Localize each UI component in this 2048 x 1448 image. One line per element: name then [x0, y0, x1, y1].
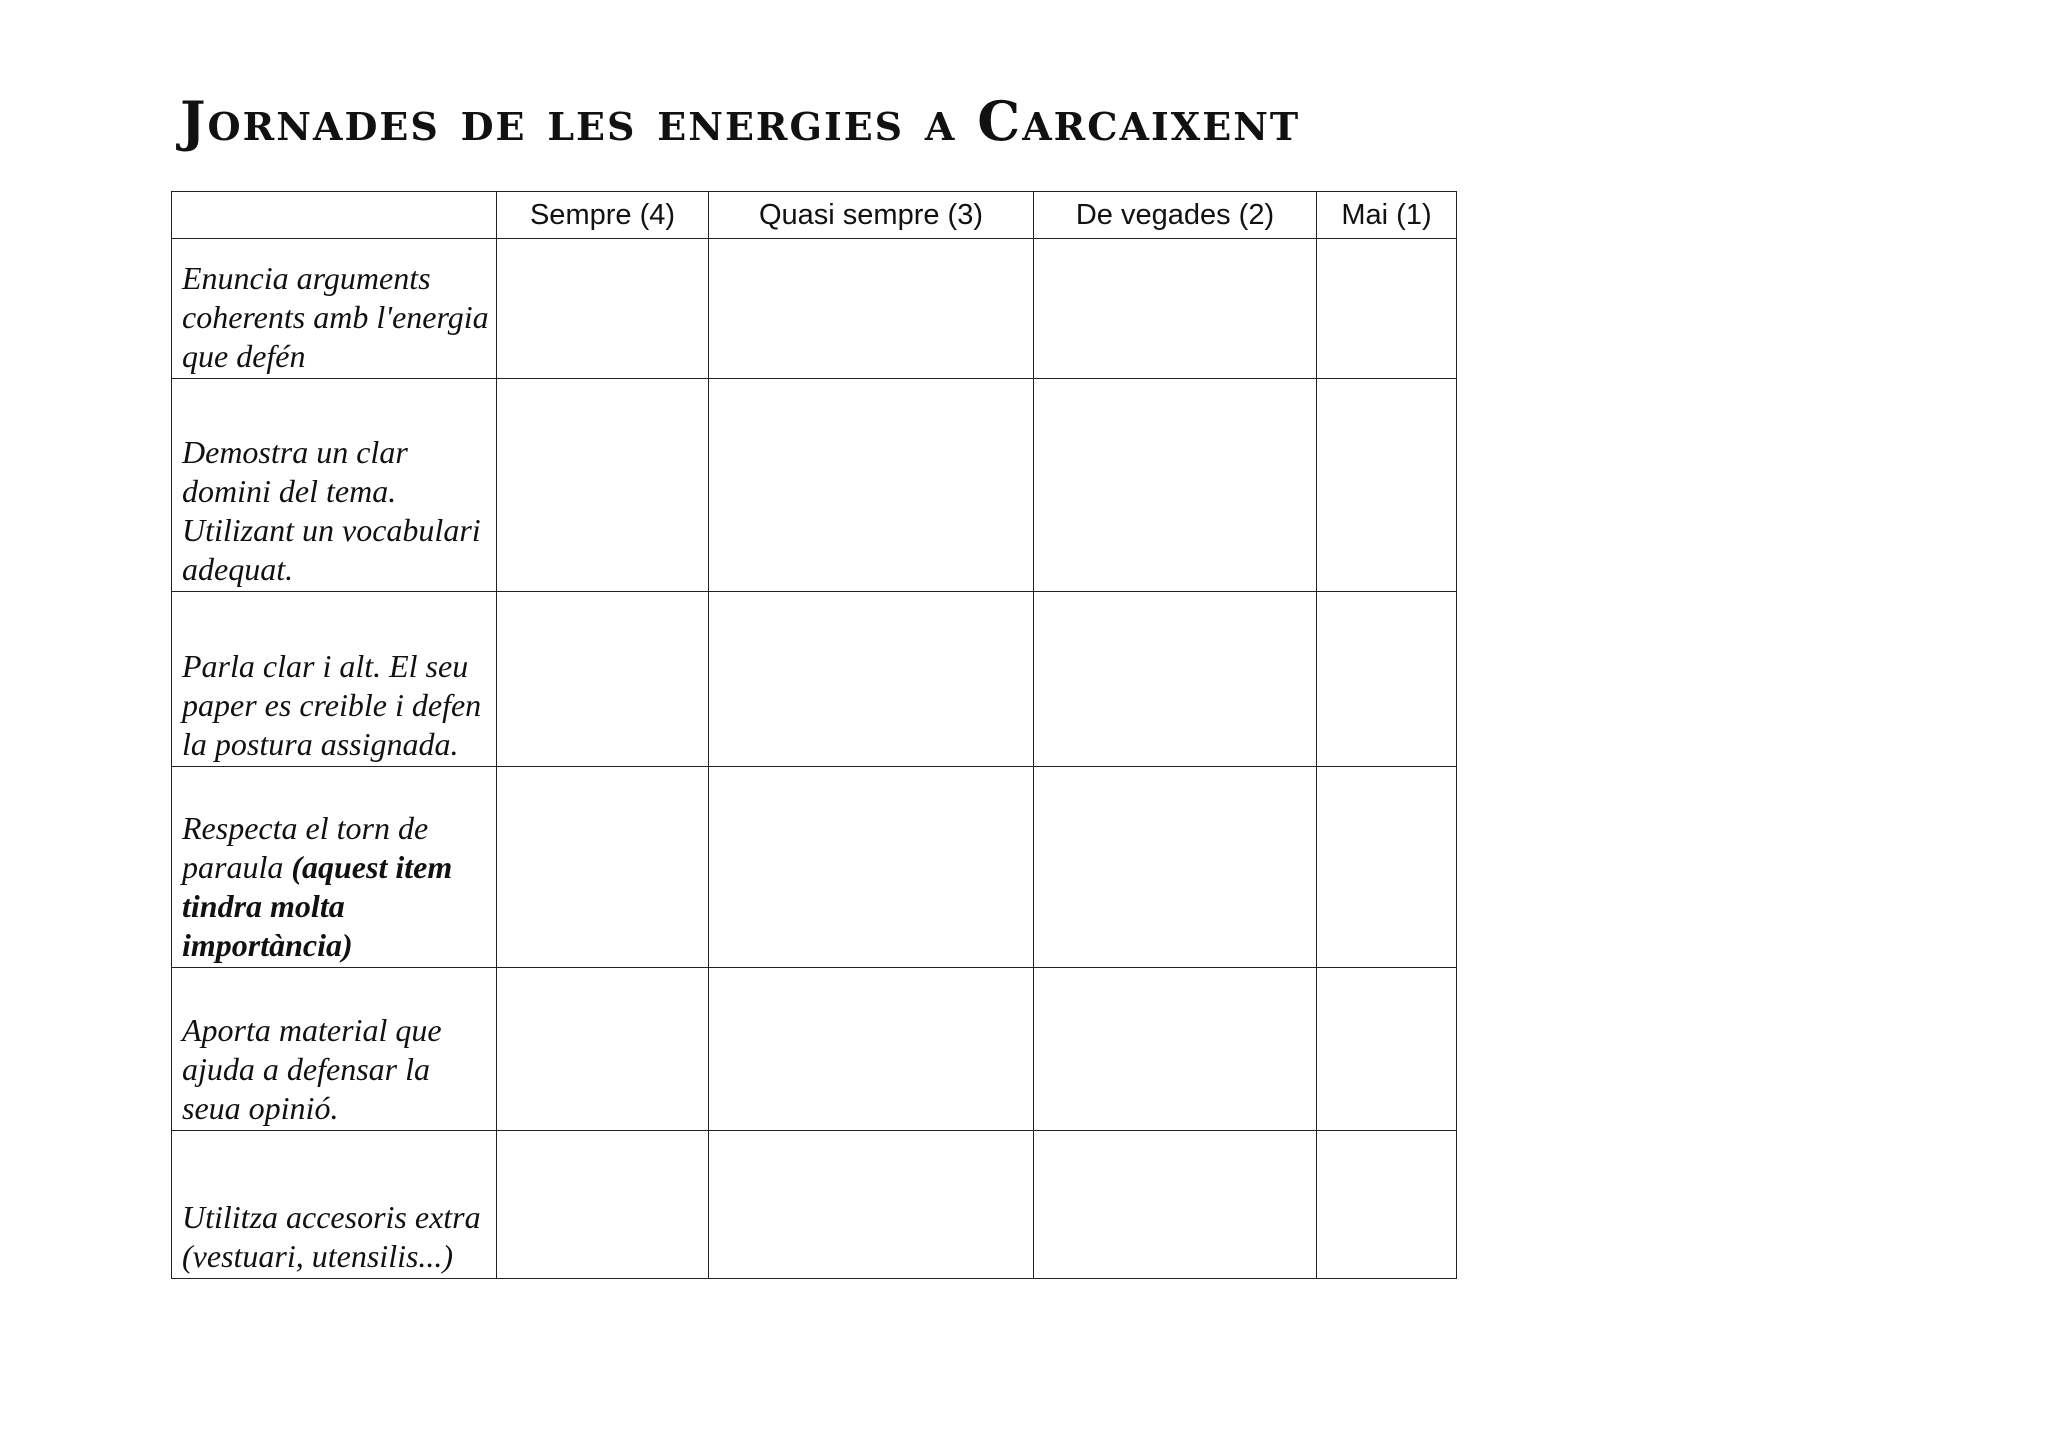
criterion-text: Utilitza accesoris extra (vestuari, utensilis...) [182, 1199, 481, 1274]
score-cell-quasi-sempre[interactable] [709, 379, 1034, 592]
criterion-accesoris [172, 1131, 497, 1279]
header-sempre: Sempre (4) [497, 192, 709, 239]
criterion-note: (aquest item tindra molta importància) [182, 849, 453, 963]
score-cell-quasi-sempre[interactable] [709, 592, 1034, 767]
score-cell-sempre[interactable] [497, 592, 709, 767]
criterion-material [172, 968, 497, 1131]
criterion-domini [172, 379, 497, 592]
score-cell-sempre[interactable] [497, 767, 709, 968]
header-mai: Mai (1) [1317, 192, 1457, 239]
score-cell-de-vegades[interactable] [1034, 379, 1317, 592]
criterion-text: Demostra un clar domini del tema. Utilizant un vocabulari adequat. [182, 434, 481, 587]
table-row [172, 968, 1457, 1131]
score-cell-quasi-sempre[interactable] [709, 1131, 1034, 1279]
score-cell-mai[interactable] [1317, 592, 1457, 767]
score-cell-quasi-sempre[interactable] [709, 239, 1034, 379]
score-cell-mai[interactable] [1317, 767, 1457, 968]
score-cell-de-vegades[interactable] [1034, 968, 1317, 1131]
header-criteria [172, 192, 497, 239]
page-title: Jornades de les energies a Carcaixent [180, 89, 1301, 153]
criterion-text: Parla clar i alt. El seu paper es creible i defen la postura assignada. [182, 648, 482, 762]
table-row [172, 592, 1457, 767]
score-cell-mai[interactable] [1317, 379, 1457, 592]
score-cell-de-vegades[interactable] [1034, 239, 1317, 379]
criterion-text: Respecta el torn de paraula [182, 810, 429, 885]
rubric-table [171, 191, 1457, 1279]
table-row [172, 1131, 1457, 1279]
score-cell-sempre[interactable] [497, 239, 709, 379]
score-cell-de-vegades[interactable] [1034, 592, 1317, 767]
score-cell-quasi-sempre[interactable] [709, 968, 1034, 1131]
score-cell-mai[interactable] [1317, 1131, 1457, 1279]
score-cell-sempre[interactable] [497, 1131, 709, 1279]
criterion-text: Enuncia arguments coherents amb l'energia que defén [182, 260, 489, 374]
score-cell-quasi-sempre[interactable] [709, 767, 1034, 968]
table-row [172, 239, 1457, 379]
criterion-parla [172, 592, 497, 767]
header-de-vegades: De vegades (2) [1034, 192, 1317, 239]
header-row [172, 192, 1457, 239]
score-cell-mai[interactable] [1317, 239, 1457, 379]
score-cell-sempre[interactable] [497, 379, 709, 592]
table-row [172, 379, 1457, 592]
score-cell-de-vegades[interactable] [1034, 767, 1317, 968]
criterion-arguments [172, 239, 497, 379]
criterion-torn [172, 767, 497, 968]
score-cell-sempre[interactable] [497, 968, 709, 1131]
table-row [172, 767, 1457, 968]
score-cell-mai[interactable] [1317, 968, 1457, 1131]
score-cell-de-vegades[interactable] [1034, 1131, 1317, 1279]
criterion-text: Aporta material que ajuda a defensar la seua opinió. [182, 1012, 442, 1126]
header-quasi-sempre: Quasi sempre (3) [709, 192, 1034, 239]
